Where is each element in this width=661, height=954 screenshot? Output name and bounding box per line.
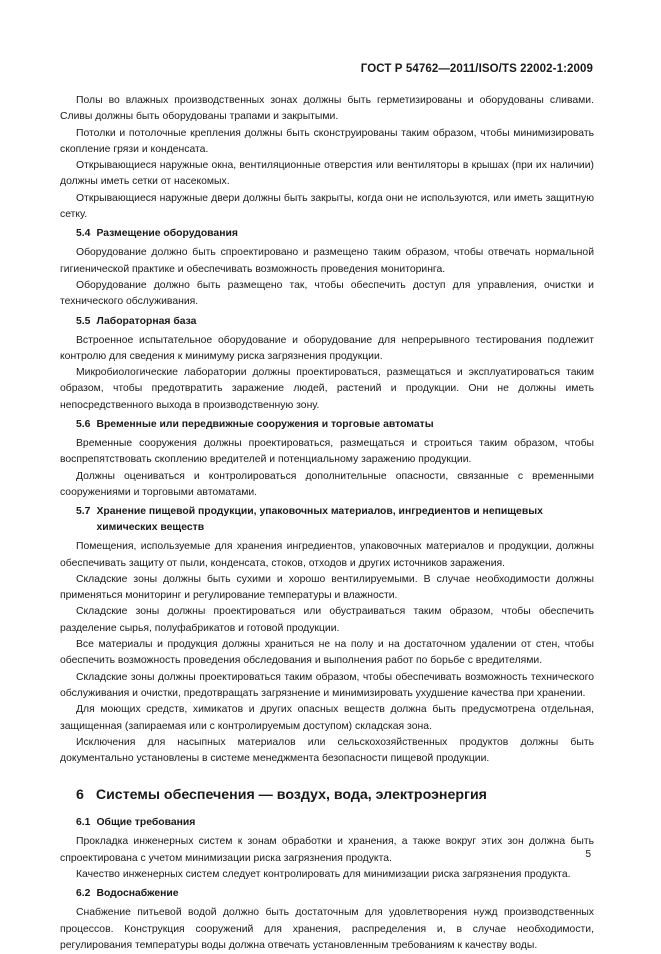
document-header: ГОСТ Р 54762—2011/ISO/TS 22002-1:2009 — [360, 63, 593, 75]
section-heading-6-2 — [76, 886, 594, 902]
section-heading-5-5 — [76, 314, 594, 330]
paragraph: Микробиологические лаборатории должны проектироваться, размещаться и эксплуатироваться таким образом, чтобы предотвратить заражение людей, растений и продукции. Они не должны иметь непосредственного выхода в производственную зону. — [60, 367, 594, 411]
paragraph: Исключения для насыпных материалов или сельскохозяйственных продуктов должны быть документально установлены в системе менеджмента безопасности пищевой продукции. — [60, 736, 594, 765]
paragraph: Встроенное испытательное оборудование и оборудование для непрерывного тестирования подлежит контролю для сведения к минимуму риска загрязнения продукции. — [60, 334, 594, 362]
paragraph: Должны оцениваться и контролироваться дополнительные опасности, связанные с временными сооружениями и торговыми автоматами. — [60, 470, 594, 498]
page-number: 5 — [585, 849, 591, 860]
section-title: Общие требования — [96, 817, 196, 829]
paragraph: Складские зоны должны проектироваться таким образом, чтобы обеспечивать возможность технического обслуживания и очистки, предотвращать загрязнение и минимизировать ухудшение качества при хранении. — [60, 671, 594, 699]
paragraph: Снабжение питьевой водой должно быть достаточным для удовлетворения нужд производственных процессов. Конструкция сооружений для хранения, распределения и, в случае необходимости, регулирования температуры воды должна отвечать установленным требованиям к качеству воды. — [60, 907, 594, 951]
section-title: Водоснабжение — [96, 888, 179, 900]
paragraph: Все материалы и продукция должны храниться не на полу и на достаточном удалении от стен, чтобы обеспечить возможность проведения обследования и выполнения работ по борьбе с вредителями. — [60, 639, 594, 667]
section-number: 5.6 — [76, 419, 91, 431]
section-title: Размещение оборудования — [96, 228, 238, 240]
section-number: 6.2 — [76, 888, 91, 900]
section-title: Временные или передвижные сооружения и торговые автоматы — [96, 419, 434, 431]
section-heading-5-4 — [76, 226, 594, 242]
paragraph: Полы во влажных производственных зонах должны быть герметизированы и оборудованы сливами. Сливы должны быть оборудованы трапами и закрытыми. — [60, 95, 594, 123]
chapter-heading-6 — [76, 785, 594, 805]
paragraph: Прокладка инженерных систем к зонам обработки и хранения, а также вокруг этих зон должна быть спроектирована с учетом минимизации риска загрязнения продукта. — [60, 836, 594, 864]
section-number: 6.1 — [76, 817, 91, 829]
paragraph: Качество инженерных систем следует контролировать для минимизации риска загрязнения продукта. — [76, 868, 571, 880]
document-body — [60, 93, 594, 954]
paragraph: Оборудование должно быть размещено так, чтобы обеспечить доступ для управления, очистки и технического обслуживания. — [60, 279, 594, 308]
paragraph: Помещения, используемые для хранения ингредиентов, упаковочных материалов и продукции, должны обеспечивать защиту от пыли, конденсата, стоков, отходов и других источников заражения. — [60, 541, 594, 569]
section-heading-5-6 — [76, 417, 594, 433]
paragraph: Для моющих средств, химикатов и других опасных веществ должна быть предусмотрена отдельная, защищенная (запираемая или с контролируемым доступом) складская зона. — [60, 704, 594, 732]
section-number: 5.5 — [76, 315, 91, 327]
section-title: Лабораторная база — [96, 315, 197, 327]
paragraph: Открывающиеся наружные окна, вентиляционные отверстия или вентиляторы в крышах (при их наличии) должны иметь сетки от насекомых. — [60, 160, 594, 188]
section-heading-6-1 — [76, 815, 594, 831]
section-heading-5-7 — [76, 504, 594, 536]
section-number: 5.7 — [76, 506, 91, 518]
paragraph: Складские зоны должны быть сухими и хорошо вентилируемыми. В случае необходимости должны применяться мониторинг и регулирование температуры и влажности. — [60, 573, 594, 602]
paragraph: Временные сооружения должны проектироваться, размещаться и строиться таким образом, чтобы воспрепятствовать скоплению вредителей и потенциальному заражению продукции. — [60, 438, 594, 466]
paragraph: Складские зоны должны проектироваться или обустраиваться таким образом, чтобы обеспечить разделение сырья, полуфабрикатов и готовой продукции. — [60, 606, 594, 634]
section-title: Хранение пищевой продукции, упаковочных материалов, ингредиентов и непищевых химических веществ — [96, 506, 543, 534]
section-number: 5.4 — [76, 228, 91, 240]
chapter-number: 6 — [76, 787, 84, 804]
paragraph: Открывающиеся наружные двери должны быть закрыты, когда они не используются, или иметь защитную сетку. — [60, 192, 594, 221]
chapter-title: Системы обеспечения — воздух, вода, электроэнергия — [95, 787, 487, 804]
paragraph: Потолки и потолочные крепления должны быть сконструированы таким образом, чтобы минимизировать скопление грязи и конденсата. — [60, 127, 594, 155]
paragraph: Оборудование должно быть спроектировано и размещено таким образом, чтобы отвечать нормальной гигиенической практике и обеспечивать возможность проведения мониторинга. — [60, 247, 594, 275]
